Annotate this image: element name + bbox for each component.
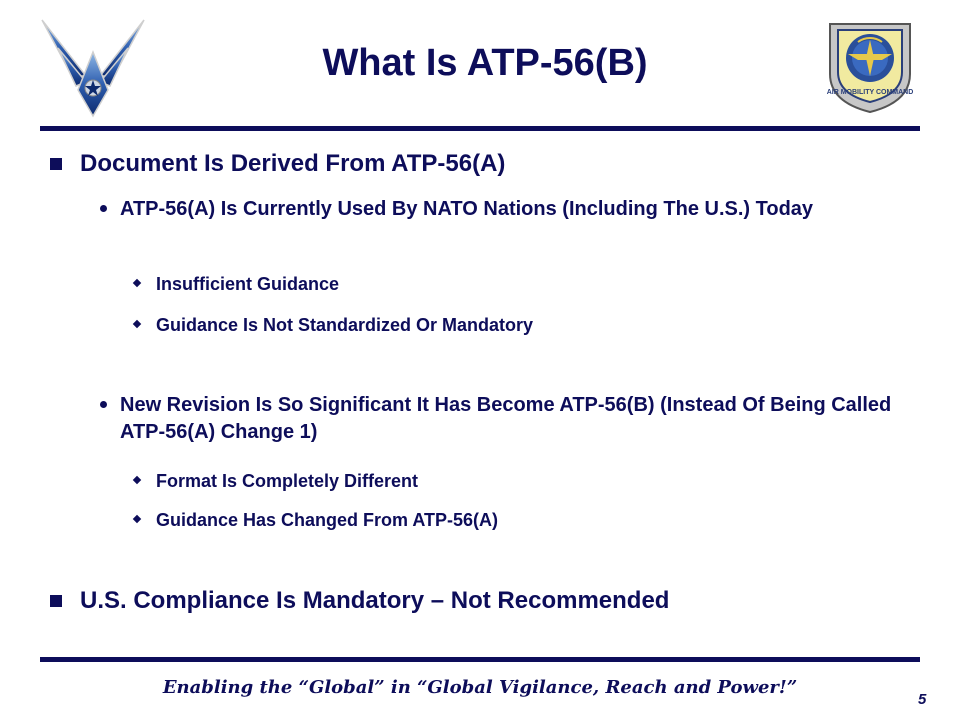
square-bullet-icon <box>50 158 62 170</box>
svg-text:AIR MOBILITY COMMAND: AIR MOBILITY COMMAND <box>826 89 914 96</box>
diamond-bullet-icon <box>133 279 141 287</box>
footer-divider <box>40 657 920 662</box>
diamond-bullet-icon <box>133 320 141 328</box>
slide-title: What Is ATP-56(B) <box>322 42 648 84</box>
footer-tagline: Enabling the “Global” in “Global Vigilance, Reach and Power!” <box>162 677 798 698</box>
diamond-bullet-icon <box>133 515 141 523</box>
slide-content: Document Is Derived From ATP-56(A) ATP-56(A) Is Currently Used By NATO Nations (Including The U.S.) Today Insufficient Guidance Guidance Is Not Standardized Or Mandatory New Revision Is So Significant It Has Become ATP-56(B) (Instead Of Being Called ATP-56(A) Change 1) Format Is Completely Different Guidance Has Changed From ATP-56(A) U.S. Compliance Is Mandatory – Not Recommended <box>0 0 960 720</box>
diamond-bullet-icon <box>133 476 141 484</box>
page-number: 5 <box>918 691 927 708</box>
round-bullet-icon <box>100 401 107 408</box>
round-bullet-icon <box>100 205 107 212</box>
square-bullet-icon <box>50 595 62 607</box>
